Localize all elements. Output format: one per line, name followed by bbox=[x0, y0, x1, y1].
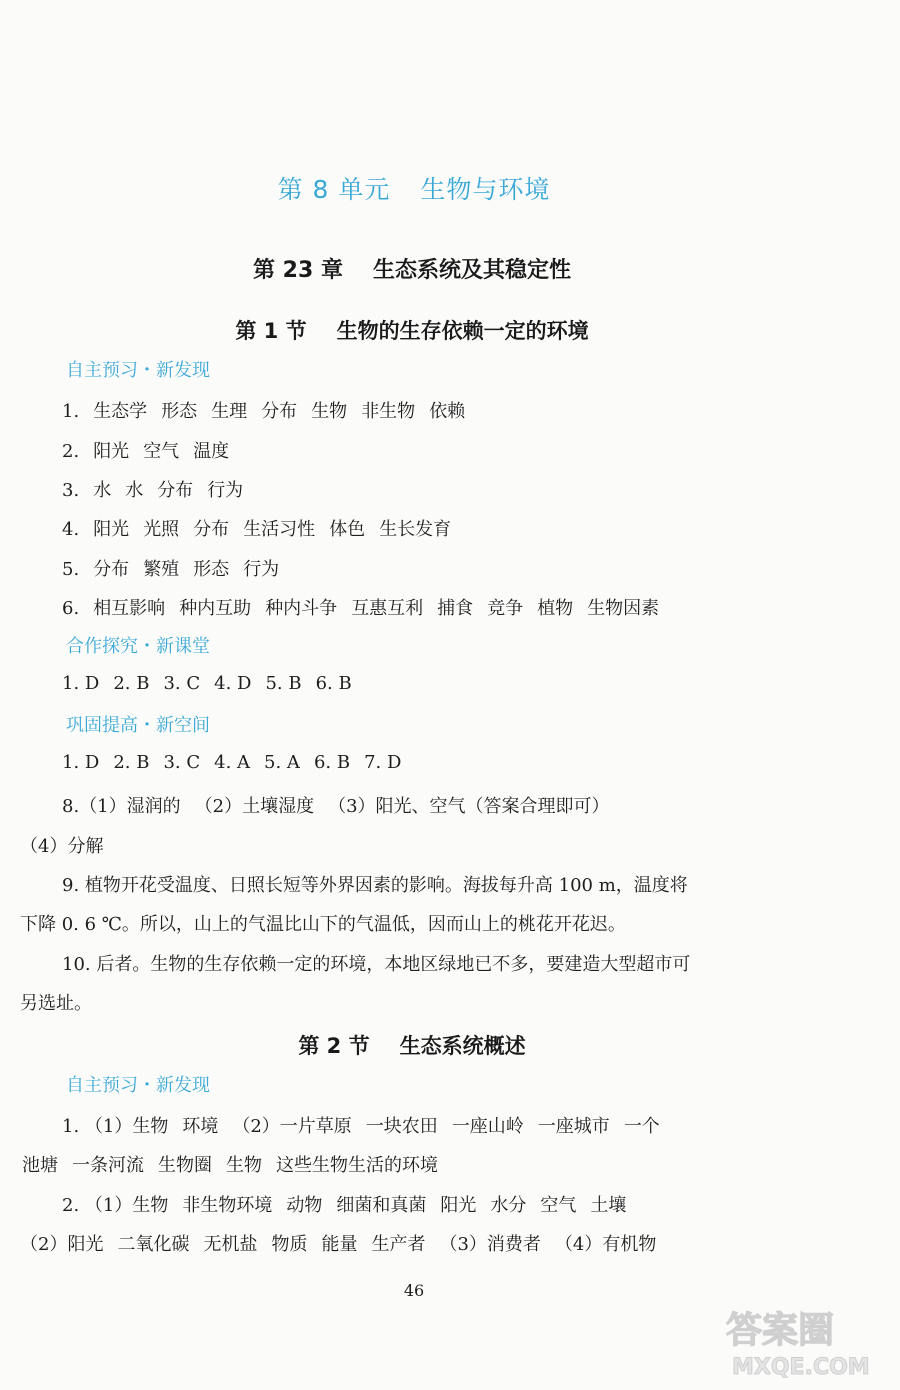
answer-word: 分布 bbox=[193, 519, 230, 540]
choice-answer: 2. B bbox=[113, 752, 150, 773]
answer-word: 体色 bbox=[329, 519, 366, 540]
answer-word: 细菌和真菌 bbox=[336, 1195, 427, 1216]
answer-word: 生物因素 bbox=[587, 598, 660, 619]
page-number: 46 bbox=[403, 1281, 425, 1300]
answer-word: 物质 bbox=[271, 1234, 308, 1255]
section1-number: 第 1 节 bbox=[235, 319, 307, 343]
section2-part1-label: 自主预习・新发现 bbox=[66, 1075, 210, 1096]
answer-part: （3）阳光、空气（答案合理即可） bbox=[328, 796, 610, 817]
answer-word: 繁殖 bbox=[143, 559, 180, 580]
choice-answer: 5. A bbox=[264, 752, 300, 773]
answer-word: 非生物环境 bbox=[182, 1195, 273, 1216]
s1-q8 bbox=[62, 792, 610, 818]
section2-number: 第 2 节 bbox=[298, 1034, 370, 1058]
answer-word: 一座山岭 bbox=[451, 1116, 524, 1137]
s1-q10-line2: 另选址。 bbox=[20, 993, 92, 1014]
unit-number: 第 8 单元 bbox=[277, 175, 391, 204]
s1-q8-cont: （4）分解 bbox=[20, 836, 104, 857]
answer-word: 相互影响 bbox=[93, 598, 166, 619]
s1-q6 bbox=[62, 594, 659, 620]
chapter-number: 第 23 章 bbox=[253, 258, 343, 283]
answer-word: 环境 bbox=[182, 1116, 219, 1137]
answer-word: 生物 bbox=[311, 401, 348, 422]
section2-heading bbox=[0, 1030, 824, 1060]
answer-word: 阳光 bbox=[440, 1195, 477, 1216]
watermark-domain: MXQE.COM bbox=[732, 1355, 870, 1380]
answer-word: 动物 bbox=[286, 1195, 323, 1216]
answer-word: 土壤 bbox=[590, 1195, 627, 1216]
s1-q9-line2: 下降 0. 6 ℃。所以，山上的气温比山下的气温低，因而山上的桃花开花迟。 bbox=[20, 914, 626, 935]
answer-word: 生态学 bbox=[93, 401, 148, 422]
choice-answer: 5. B bbox=[265, 673, 302, 694]
chapter-title: 生态系统及其稳定性 bbox=[372, 258, 571, 283]
answer-word: 互惠互利 bbox=[351, 598, 424, 619]
section1-title: 生物的生存依赖一定的环境 bbox=[336, 319, 589, 343]
answer-word: （4）有机物 bbox=[554, 1234, 657, 1255]
answer-word: 2. （1）生物 bbox=[62, 1195, 169, 1216]
unit-heading bbox=[0, 170, 828, 206]
choice-answer: 6. B bbox=[313, 752, 351, 773]
choice-answer: 4. D bbox=[214, 673, 252, 694]
answer-word: 一座城市 bbox=[537, 1116, 610, 1137]
answer-word: （3）消费者 bbox=[439, 1234, 541, 1255]
q-number: 2. bbox=[62, 441, 80, 462]
answer-part: （2）土壤湿度 bbox=[194, 796, 315, 817]
answer-word: 池塘 bbox=[22, 1155, 58, 1176]
answer-word: 生物 bbox=[226, 1155, 262, 1176]
answer-word: 阳光 bbox=[93, 441, 130, 462]
s1-q1 bbox=[62, 397, 465, 423]
section1-heading bbox=[0, 315, 824, 345]
s1-q10-line1: 10. 后者。生物的生存依赖一定的环境，本地区绿地已不多，要建造大型超市可 bbox=[62, 954, 691, 975]
unit-title: 生物与环境 bbox=[420, 175, 551, 204]
answer-word: 这些生物生活的环境 bbox=[276, 1155, 438, 1176]
q-number: 1. bbox=[62, 401, 80, 422]
section2-title: 生态系统概述 bbox=[399, 1034, 526, 1058]
answer-word: 水分 bbox=[490, 1195, 527, 1216]
answer-word: 形态 bbox=[193, 559, 230, 580]
answer-word: （2）一片草原 bbox=[232, 1116, 352, 1137]
section1-part2-label: 合作探究・新课堂 bbox=[66, 636, 210, 657]
s1-q2 bbox=[62, 437, 229, 463]
answer-word: 行为 bbox=[207, 480, 244, 501]
answer-word: 温度 bbox=[193, 441, 230, 462]
choice-answer: 2. B bbox=[113, 673, 150, 694]
s2-q2-line1 bbox=[62, 1191, 626, 1217]
answer-word: 形态 bbox=[161, 401, 198, 422]
answer-word: 空气 bbox=[540, 1195, 577, 1216]
chapter-heading bbox=[0, 253, 824, 284]
choice-answer: 3. C bbox=[163, 673, 201, 694]
answer-part: （1）湿润的 bbox=[79, 796, 181, 817]
answer-word: 分布 bbox=[93, 559, 130, 580]
s1-q9-line1: 9. 植物开花受温度、日照长短等外界因素的影响。海拔每升高 100 m，温度将 bbox=[62, 875, 688, 896]
answer-word: 生产者 bbox=[371, 1234, 426, 1255]
answer-word: 生长发育 bbox=[379, 519, 452, 540]
answer-word: 一块农田 bbox=[365, 1116, 438, 1137]
answer-word: 种内斗争 bbox=[265, 598, 338, 619]
choice-answer: 6. B bbox=[315, 673, 352, 694]
s1-part2-answers bbox=[62, 673, 352, 694]
answer-word: 生物圈 bbox=[158, 1155, 212, 1176]
answer-word: 植物 bbox=[537, 598, 574, 619]
q-number: 3. bbox=[62, 480, 80, 501]
choice-answer: 3. C bbox=[163, 752, 201, 773]
answer-word: 种内互助 bbox=[179, 598, 252, 619]
s1-q4 bbox=[62, 515, 451, 541]
answer-word: 光照 bbox=[143, 519, 180, 540]
s2-q1-line2 bbox=[22, 1151, 438, 1177]
watermark-logo-icon bbox=[720, 1300, 890, 1382]
choice-answer: 1. D bbox=[62, 673, 100, 694]
answer-word: 1. （1）生物 bbox=[62, 1116, 169, 1137]
answer-word: 水 bbox=[93, 480, 112, 501]
answer-word: 能量 bbox=[321, 1234, 358, 1255]
s1-q3 bbox=[62, 476, 243, 502]
answer-word: 一条河流 bbox=[72, 1155, 144, 1176]
answer-word: 分布 bbox=[157, 480, 194, 501]
answer-word: 水 bbox=[125, 480, 144, 501]
choice-answer: 1. D bbox=[62, 752, 100, 773]
answer-word: 阳光 bbox=[93, 519, 130, 540]
q-number: 8. bbox=[62, 796, 80, 817]
choice-answer: 4. A bbox=[214, 752, 251, 773]
section1-part3-label: 巩固提高・新空间 bbox=[66, 715, 210, 736]
q-number: 5. bbox=[62, 559, 80, 580]
answer-word: 二氧化碳 bbox=[117, 1234, 190, 1255]
answer-word: 非生物 bbox=[361, 401, 416, 422]
answer-word: 竞争 bbox=[487, 598, 524, 619]
s1-part3-answers bbox=[62, 752, 401, 773]
q-number: 6. bbox=[62, 598, 80, 619]
s2-q2-line2 bbox=[20, 1230, 656, 1256]
answer-word: 行为 bbox=[243, 559, 280, 580]
answer-word: 一个 bbox=[623, 1116, 660, 1137]
watermark-text: 答案圈 bbox=[726, 1310, 835, 1351]
section1-part1-label: 自主预习・新发现 bbox=[66, 360, 210, 381]
choice-answer: 7. D bbox=[364, 752, 402, 773]
s2-q1-line1 bbox=[62, 1112, 660, 1138]
answer-word: 空气 bbox=[143, 441, 180, 462]
q-number: 4. bbox=[62, 519, 80, 540]
answer-word: （2）阳光 bbox=[20, 1234, 104, 1255]
s1-q5 bbox=[62, 555, 279, 581]
answer-word: 生理 bbox=[211, 401, 248, 422]
answer-word: 生活习性 bbox=[243, 519, 316, 540]
answer-word: 依赖 bbox=[429, 401, 466, 422]
answer-word: 捕食 bbox=[437, 598, 474, 619]
answer-word: 分布 bbox=[261, 401, 298, 422]
answer-word: 无机盐 bbox=[203, 1234, 258, 1255]
